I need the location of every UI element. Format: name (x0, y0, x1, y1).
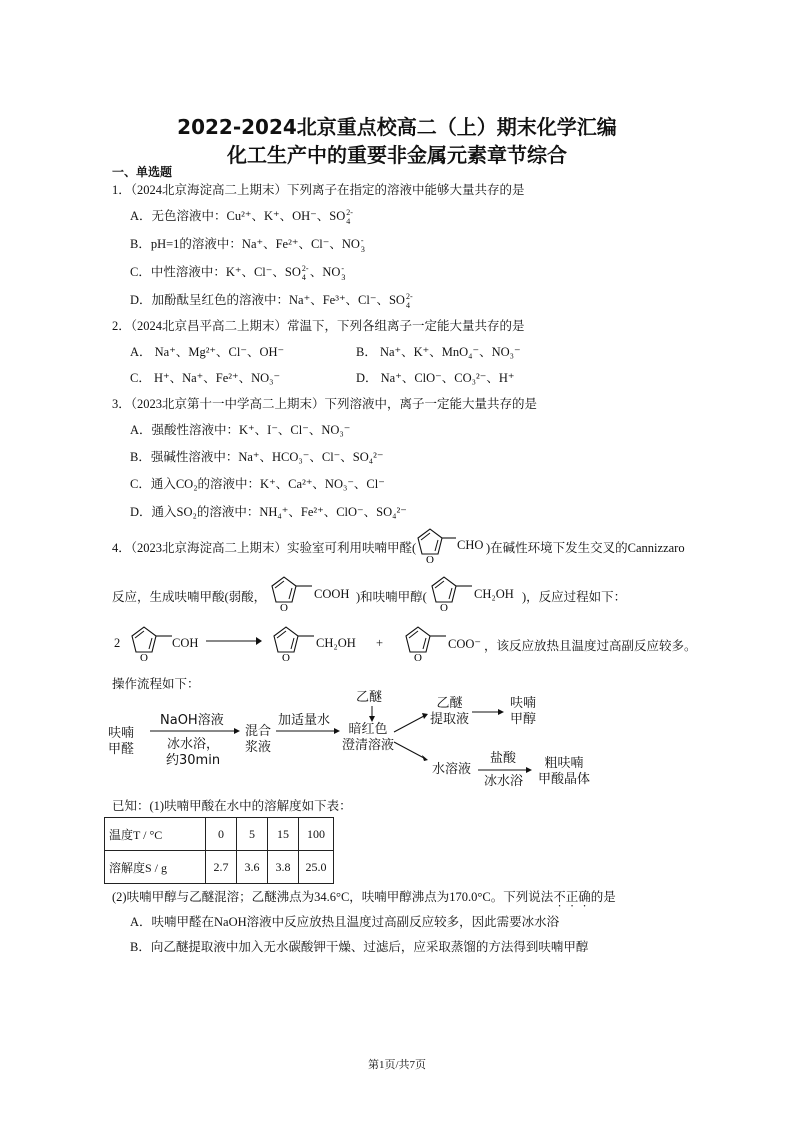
q2-option-a: A． Na⁺、Mg²⁺、Cl⁻、OH⁻ (130, 345, 285, 359)
q4-stem-start: 4．（2023北京海淀高二上期末）实验室可利用呋喃甲醛( (112, 541, 417, 555)
q4-line2-mid: )和呋喃甲醇( (356, 590, 427, 604)
flow-step1-condition: 冰水浴， 约30min (166, 737, 221, 768)
q3-stem: 3．（2023北京第十一中学高二上期末）下列溶液中，离子一定能大量共存的是 (112, 397, 538, 411)
equation-ch2oh-label: CH₂OH (316, 636, 356, 650)
svg-text:O: O (426, 554, 434, 566)
q4-line2-end: )，反应过程如下： (522, 590, 627, 604)
furan-ring-icon (264, 622, 318, 664)
flow-hcl-reagent: 盐酸 (490, 751, 517, 766)
furan-ring-icon (396, 622, 450, 664)
flow-aqueous-solution: 水溶液 (432, 762, 472, 777)
flow-ether-extract: 乙醚 提取液 (430, 696, 470, 727)
q4-line2-start: 反应，生成呋喃甲酸(弱酸， (112, 590, 267, 604)
flow-dark-red-solution: 暗红色 澄清溶液 (342, 722, 395, 753)
equation-coh-label: COH (172, 636, 199, 650)
equation-plus: + (376, 636, 384, 650)
table-cell: 25.0 (299, 851, 334, 884)
q4-procedure-label: 操作流程如下： (112, 677, 200, 691)
q4-option-a: A．呋喃甲醛在NaOH溶液中反应放热且温度过高副反应较多，因此需要冰水浴 (130, 915, 560, 929)
q3-option-a: A．强酸性溶液中：K⁺、I⁻、Cl⁻、NO₃⁻ (130, 423, 351, 437)
flow-start: 呋喃 甲醛 (108, 726, 135, 757)
q4-option-b: B．向乙醚提取液中加入无水碳酸钾干燥、过滤后，应采取蒸馏的方法得到呋喃甲醇 (130, 940, 589, 954)
table-cell: 0 (206, 818, 237, 851)
svg-text:O: O (414, 652, 422, 664)
flow-step1-reagent: NaOH溶液 (160, 713, 224, 728)
table-row (105, 851, 334, 884)
svg-text:O: O (280, 602, 288, 614)
section-heading: 一、单选题 (112, 165, 173, 179)
flow-ether-reagent: 乙醚 (356, 690, 383, 705)
table-cell: 2.7 (206, 851, 237, 884)
process-flowchart (108, 690, 708, 789)
furan-ring-icon (422, 572, 476, 614)
flow-ice-bath: 冰水浴 (484, 774, 524, 789)
table-cell: 100 (299, 818, 334, 851)
page-title-line1: 2022-2024北京重点校高二（上）期末化学汇编 (177, 115, 617, 139)
table-cell: 3.8 (268, 851, 299, 884)
flow-mix-slurry: 混合 浆液 (245, 724, 272, 755)
reaction-arrow-icon (206, 634, 262, 648)
table-cell: 5 (237, 818, 268, 851)
q1-option-a: A．无色溶液中：Cu²⁺、K⁺、OH⁻、SO 2- 4 (130, 208, 353, 226)
equation-coefficient: 2 (114, 636, 121, 650)
furan-ring-icon (122, 622, 176, 664)
svg-text:O: O (440, 602, 448, 614)
q4-known-1: 已知：(1)呋喃甲酸在水中的溶解度如下表： (112, 799, 352, 813)
q1-option-c: C．中性溶液中：K⁺、Cl⁻、SO 2- 4 、NO - 3 (130, 264, 346, 282)
q2-stem: 2．（2024北京昌平高二上期末）常温下，下列各组离子一定能大量共存的是 (112, 319, 525, 333)
table-header-solubility: 溶解度S / g (105, 851, 206, 884)
page-title-line2: 化工生产中的重要非金属元素章节综合 (227, 143, 567, 167)
q2-option-c: C． H⁺、Na⁺、Fe²⁺、NO₃⁻ (130, 371, 281, 385)
q3-option-b: B．强碱性溶液中：Na⁺、HCO₃⁻、Cl⁻、SO₄²⁻ (130, 450, 384, 464)
furan-ring-icon (408, 524, 460, 566)
page-footer: 第1页/共7页 (367, 1059, 427, 1071)
q4-stem-end: )在碱性环境下发生交叉的Cannizzaro (486, 541, 685, 555)
table-cell: 3.6 (237, 851, 268, 884)
equation-tail: ，该反应放热且温度过高副反应较多。 (484, 639, 697, 653)
q3-option-d: D．通入SO₂的溶液中：NH₄⁺、Fe²⁺、ClO⁻、SO₄²⁻ (130, 505, 407, 519)
q4-ch2oh-label: CH₂OH (474, 587, 514, 601)
equation-coo-label: COO⁻ (448, 637, 481, 651)
table-cell: 15 (268, 818, 299, 851)
q2-option-b: B． Na⁺、K⁺、MnO₄⁻、NO₃⁻ (356, 345, 521, 359)
furan-ring-icon (262, 572, 316, 614)
q4-cho-label: CHO (457, 538, 484, 552)
table-row (105, 818, 334, 851)
flow-add-water: 加适量水 (278, 713, 331, 728)
q3-option-c: C．通入CO₂的溶液中：K⁺、Ca²⁺、NO₃⁻、Cl⁻ (130, 477, 385, 491)
table-header-temperature: 温度T / °C (105, 818, 206, 851)
q1-stem: 1．（2024北京海淀高二上期末）下列离子在指定的溶液中能够大量共存的是 (112, 183, 525, 197)
flow-furfuryl-alcohol: 呋喃 甲醇 (510, 696, 537, 727)
svg-text:O: O (282, 652, 290, 664)
svg-text:O: O (140, 652, 148, 664)
q4-known-2: (2)呋喃甲醇与乙醚混溶；乙醚沸点为34.6°C，呋喃甲醇沸点为170.0°C。下列说法不正确的是 (112, 890, 616, 904)
q1-option-b: B．pH=1的溶液中：Na⁺、Fe²⁺、Cl⁻、NO - 3 (130, 236, 365, 254)
q2-option-d: D． Na⁺、ClO⁻、CO₃²⁻、H⁺ (356, 371, 515, 385)
solubility-table (104, 817, 334, 884)
flow-crude-acid: 粗呋喃 甲酸晶体 (538, 756, 591, 787)
q4-cooh-label: COOH (314, 587, 350, 601)
q1-option-d: D．加酚酞呈红色的溶液中：Na⁺、Fe³⁺、Cl⁻、SO 2- 4 (130, 292, 413, 310)
